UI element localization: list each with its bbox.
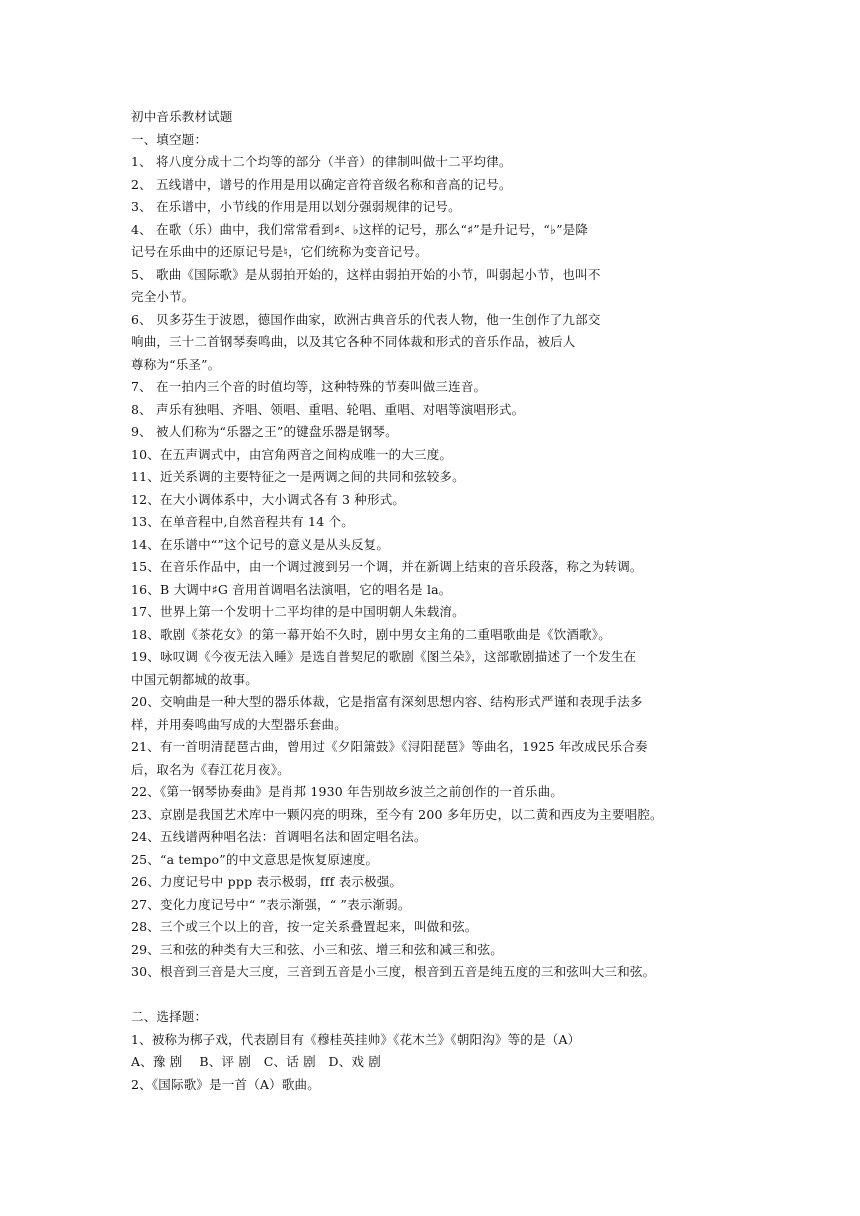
fill-in-line: 15、在音乐作品中，由一个调过渡到另一个调，并在新调上结束的音乐段落，称之为转调。 [131, 559, 643, 574]
fill-in-line: 17、世界上第一个发明十二平均律的是中国明朝人朱载淯。 [131, 604, 465, 619]
fill-in-line: 19、咏叹调《今夜无法入睡》是选自普契尼的歌剧《图兰朵》，这部歌剧描述了一个发生在 [131, 649, 637, 664]
fill-in-line: 29、三和弦的种类有大三和弦、小三和弦、增三和弦和减三和弦。 [131, 941, 503, 957]
fill-in-line: 样，并用奏鸣曲写成的大型器乐套曲。 [131, 716, 347, 732]
fill-in-line: 中国元朝都城的故事。 [131, 671, 259, 687]
fill-in-line: 4、 在歌（乐）曲中，我们常常看到♯、♭这样的记号，那么“♯”是升记号，“♭”是降 [131, 221, 589, 237]
fill-in-line: 20、交响曲是一种大型的器乐体裁，它是指富有深刻思想内容、结构形式严谨和表现手法多 [131, 694, 643, 709]
fill-in-line: 10、在五声调式中，由宫角两音之间构成唯一的大三度。 [131, 446, 453, 462]
fill-in-line: 尊称为“乐圣”。 [131, 356, 221, 372]
fill-in-line: 11、近关系调的主要特征之一是两调之间的共同和弦较多。 [131, 469, 465, 484]
fill-in-line: 8、 声乐有独唱、齐唱、领唱、重唱、轮唱、重唱、对唱等演唱形式。 [131, 401, 525, 417]
fill-in-line: 1、 将八度分成十二个均等的部分（半音）的律制叫做十二平均律。 [131, 154, 512, 169]
section-heading-fill-in: 一、填空题： [131, 131, 208, 147]
fill-in-line: 28、三个或三个以上的音，按一定关系叠置起来，叫做和弦。 [131, 919, 478, 934]
fill-in-line: 5、 歌曲《国际歌》是从弱拍开始的，这样由弱拍开始的小节，叫弱起小节，也叫不 [131, 266, 601, 282]
fill-in-line: 6、 贝多芬生于波恩，德国作曲家，欧洲古典音乐的代表人物，他一生创作了九部交 [131, 311, 601, 327]
fill-in-line: 9、 被人们称为“乐器之王”的键盘乐器是钢琴。 [131, 424, 398, 439]
fill-in-line: 26、力度记号中 ppp 表示极弱，fff 表示极强。 [131, 874, 403, 889]
fill-in-line: 18、歌剧《茶花女》的第一幕开始不久时，剧中男女主角的二重唱歌曲是《饮酒歌》。 [131, 626, 611, 642]
section-heading-choice: 二、选择题： [131, 1009, 208, 1024]
document-title: 初中音乐教材试题 [131, 109, 233, 124]
choice-line: 2、《国际歌》是一首（A）歌曲。 [131, 1076, 320, 1092]
fill-in-line: 23、京剧是我国艺术库中一颗闪亮的明珠，至今有 200 多年历史，以二黄和西皮为主要唱腔。 [131, 806, 663, 822]
choice-line: 1、被称为梆子戏，代表剧目有《穆桂英挂帅》《花木兰》《朝阳沟》等的是（A） [131, 1031, 581, 1047]
fill-in-line: 后，取名为《春江花月夜》。 [131, 761, 290, 777]
fill-in-line: 25、“a tempo”的中文意思是恢复原速度。 [131, 851, 379, 867]
fill-in-line: 7、 在一拍内三个音的时值均等，这种特殊的节奏叫做三连音。 [131, 379, 487, 394]
fill-in-line: 16、B 大调中♯G 音用首调唱名法演唱，它的唱名是 la。 [131, 581, 452, 597]
choice-line: A、豫 剧 B、评 剧 C、话 剧 D、戏 剧 [131, 1054, 381, 1069]
fill-in-line: 2、 五线谱中，谱号的作用是用以确定音符音级名称和音高的记号。 [131, 176, 512, 192]
fill-in-line: 3、 在乐谱中，小节线的作用是用以划分强弱规律的记号。 [131, 199, 461, 214]
fill-in-line: 27、变化力度记号中“ ”表示渐强，“ ”表示渐弱。 [131, 896, 411, 912]
fill-in-line: 记号在乐曲中的还原记号是♮，它们统称为变音记号。 [131, 244, 428, 259]
fill-in-line: 响曲，三十二首钢琴奏鸣曲，以及其它各种不同体裁和形式的音乐作品，被后人 [131, 334, 576, 349]
fill-in-line: 22、《第一钢琴协奏曲》是肖邦 1930 年告别故乡波兰之前创作的一首乐曲。 [131, 784, 564, 799]
document-body [131, 106, 831, 1096]
section-choice-lines [131, 1029, 831, 1097]
fill-in-line: 24、五线谱两种唱名法：首调唱名法和固定唱名法。 [131, 829, 427, 844]
fill-in-line: 14、在乐谱中“”这个记号的意义是从头反复。 [131, 536, 390, 552]
fill-in-line: 21、有一首明清琵琶古曲，曾用过《夕阳箫鼓》《浔阳琵琶》等曲名，1925 年改成民乐合奏 [131, 739, 648, 754]
section-spacer [131, 984, 831, 1007]
fill-in-line: 13、在单音程中,自然音程共有 14 个。 [131, 514, 354, 529]
section-fill-in-lines [131, 151, 831, 984]
fill-in-line: 完全小节。 [131, 289, 195, 304]
fill-in-line: 30、根音到三音是大三度，三音到五音是小三度，根音到五音是纯五度的三和弦叫大三和弦。 [131, 964, 656, 979]
fill-in-line: 12、在大小调体系中，大小调式各有 3 种形式。 [131, 491, 406, 507]
